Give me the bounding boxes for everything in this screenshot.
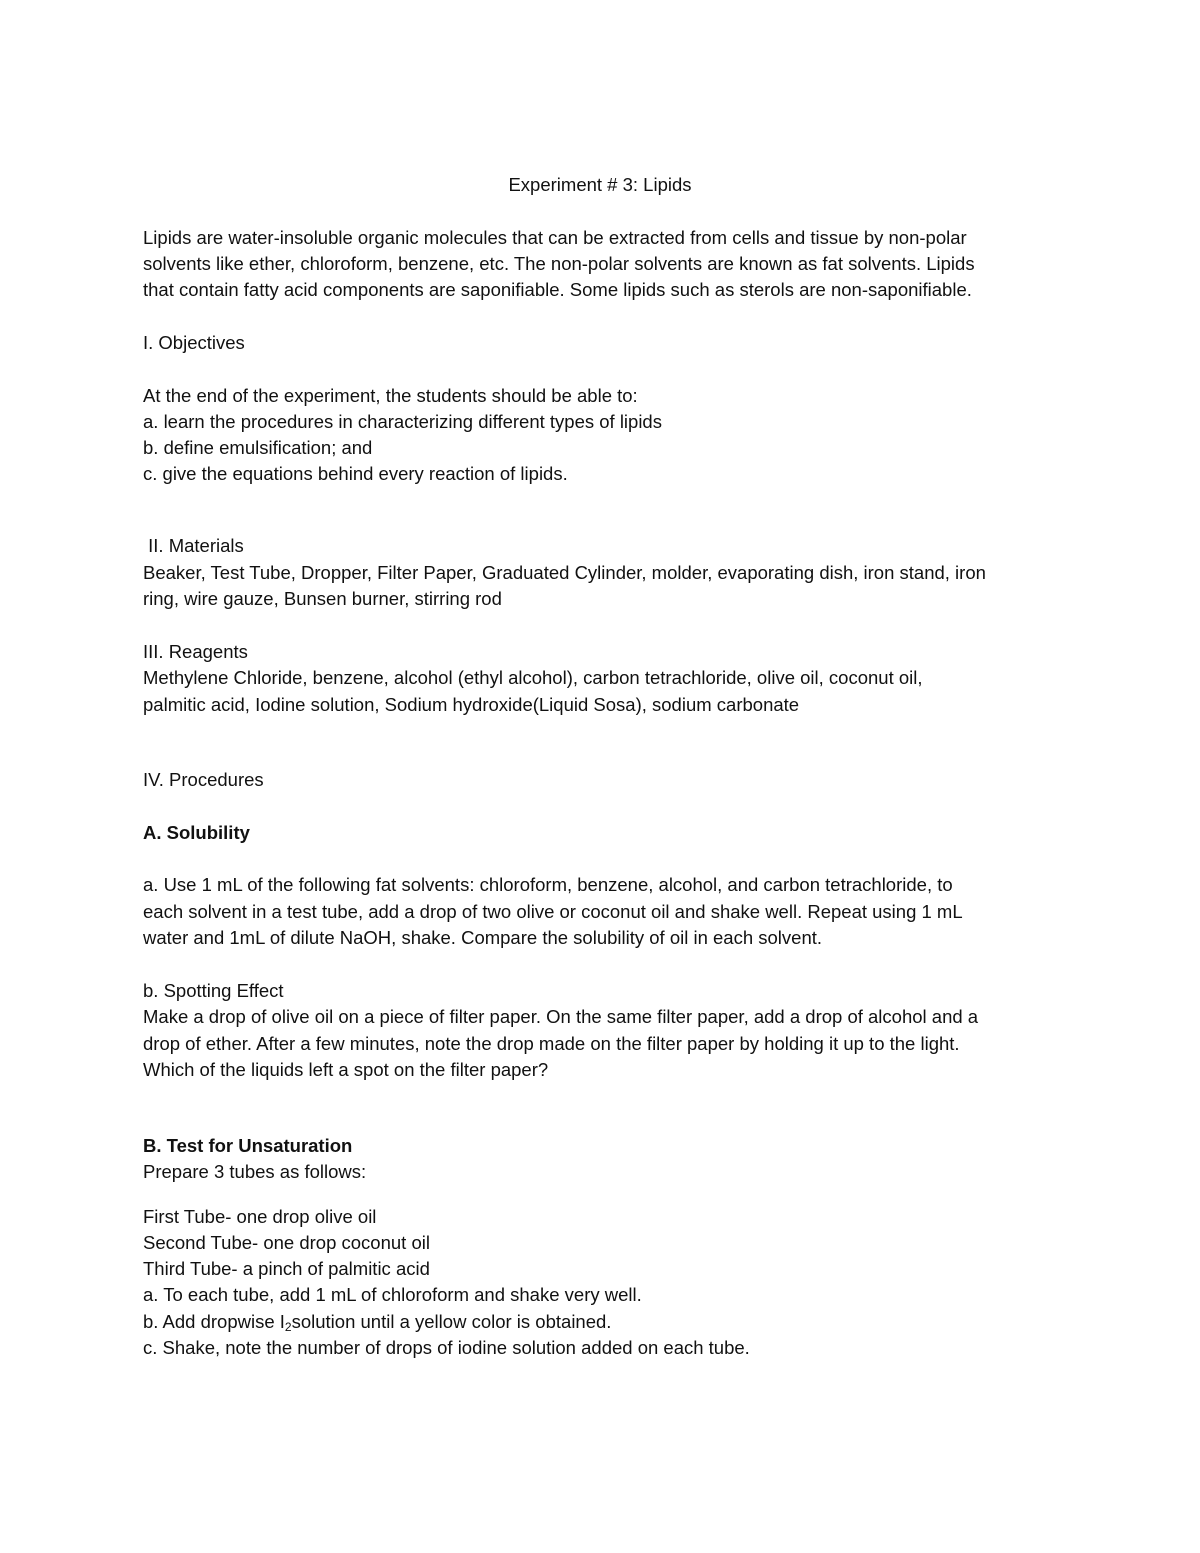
solubility-heading: A. Solubility bbox=[143, 822, 250, 843]
step-b-suffix: solution until a yellow color is obtained. bbox=[291, 1311, 612, 1332]
spotting-effect-line: Which of the liquids left a spot on the filter paper? bbox=[143, 1059, 549, 1080]
reagents-heading: III. Reagents bbox=[143, 641, 248, 662]
objectives-lead: At the end of the experiment, the students should be able to: bbox=[143, 385, 638, 406]
document-title: Experiment # 3: Lipids bbox=[508, 174, 692, 195]
intro-line: that contain fatty acid components are saponifiable. Some lipids such as sterols are non-saponifiable. bbox=[143, 279, 972, 300]
unsaturation-step-a: a. To each tube, add 1 mL of chloroform and shake very well. bbox=[143, 1284, 642, 1305]
solubility-a-line: each solvent in a test tube, add a drop of two olive or coconut oil and shake well. Repeat using 1 mL bbox=[143, 901, 963, 922]
solubility-a-line: a. Use 1 mL of the following fat solvents: chloroform, benzene, alcohol, and carbon tetrachloride, to bbox=[143, 874, 953, 895]
objective-item: b. define emulsification; and bbox=[143, 437, 373, 458]
spotting-effect-line: drop of ether. After a few minutes, note the drop made on the filter paper by holding it up to the light. bbox=[143, 1033, 960, 1054]
step-b-prefix: b. Add dropwise I bbox=[143, 1311, 285, 1332]
spotting-effect-line: Make a drop of olive oil on a piece of filter paper. On the same filter paper, add a drop of alcohol and a bbox=[143, 1006, 979, 1027]
reagents-line: Methylene Chloride, benzene, alcohol (ethyl alcohol), carbon tetrachloride, olive oil, coconut oil, bbox=[143, 667, 923, 688]
objectives-heading: I. Objectives bbox=[143, 332, 245, 353]
unsaturation-step-c: c. Shake, note the number of drops of iodine solution added on each tube. bbox=[143, 1337, 750, 1358]
objective-item: c. give the equations behind every reaction of lipids. bbox=[143, 463, 568, 484]
unsaturation-step-b bbox=[143, 1309, 611, 1335]
iodine-subscript: 2 bbox=[284, 1320, 292, 1334]
tube-item: Third Tube- a pinch of palmitic acid bbox=[143, 1258, 430, 1279]
procedures-heading: IV. Procedures bbox=[143, 769, 264, 790]
intro-line: Lipids are water-insoluble organic molecules that can be extracted from cells and tissue by non-polar bbox=[143, 227, 967, 248]
solubility-a-line: water and 1mL of dilute NaOH, shake. Compare the solubility of oil in each solvent. bbox=[143, 927, 823, 948]
unsaturation-heading: B. Test for Unsaturation bbox=[143, 1135, 353, 1156]
materials-heading: II. Materials bbox=[143, 535, 244, 556]
objective-item: a. learn the procedures in characterizing different types of lipids bbox=[143, 411, 662, 432]
unsaturation-lead: Prepare 3 tubes as follows: bbox=[143, 1161, 367, 1182]
intro-line: solvents like ether, chloroform, benzene, etc. The non-polar solvents are known as fat solvents. Lipids bbox=[143, 253, 975, 274]
tube-item: Second Tube- one drop coconut oil bbox=[143, 1232, 430, 1253]
reagents-line: palmitic acid, Iodine solution, Sodium hydroxide(Liquid Sosa), sodium carbonate bbox=[143, 694, 800, 715]
spotting-effect-heading: b. Spotting Effect bbox=[143, 980, 284, 1001]
materials-line: ring, wire gauze, Bunsen burner, stirring rod bbox=[143, 588, 502, 609]
tube-item: First Tube- one drop olive oil bbox=[143, 1206, 377, 1227]
materials-line: Beaker, Test Tube, Dropper, Filter Paper, Graduated Cylinder, molder, evaporating dish, iron stand, iron bbox=[143, 562, 986, 583]
